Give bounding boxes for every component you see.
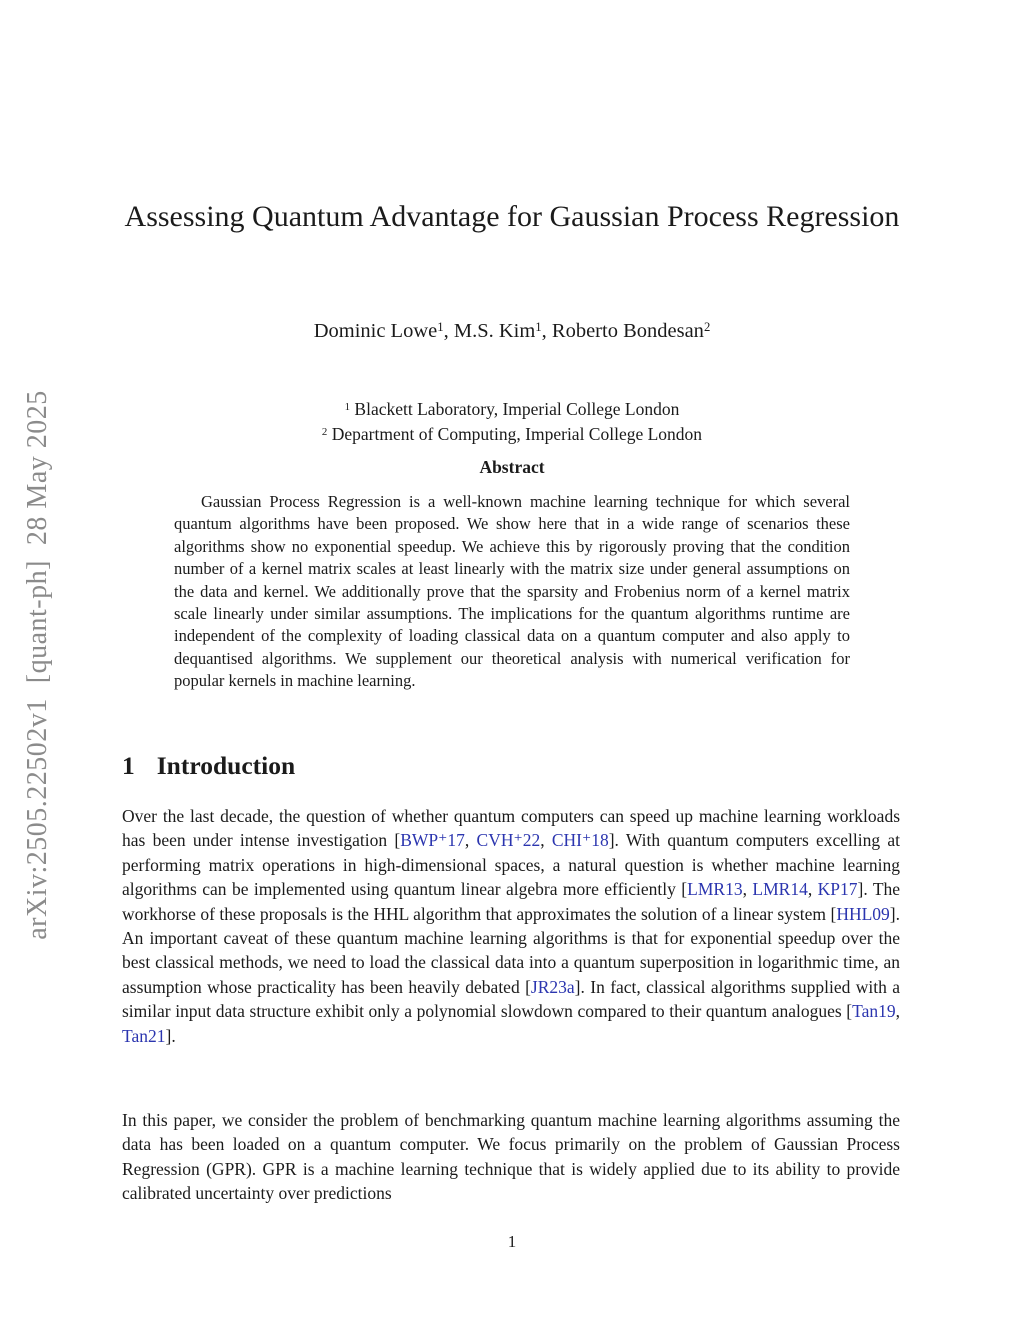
citation-link[interactable]: Tan19 xyxy=(852,1001,896,1022)
citation-link[interactable]: BWP⁺17 xyxy=(400,830,465,851)
text-run: ]. An important caveat of these quantum machine learning algorithms is that for exponential speedup over the best classical methods, we need to load the classical data into a quantum superposition in logarithmic time, an assumption whose practicality has been heavily debated [ xyxy=(122,903,900,997)
text-run: ]. In fact, classical algorithms supplied with a similar input data structure exhibit only a polynomial slowdown compared to their quantum analogues [ xyxy=(122,976,900,1022)
affiliation-1 xyxy=(0,397,1024,422)
section-title: Introduction xyxy=(156,751,296,780)
citation-link[interactable]: HHL09 xyxy=(836,903,890,924)
text-run: , Roberto Bondesan xyxy=(541,320,704,342)
authors-line xyxy=(0,320,1024,343)
abstract-text: Gaussian Process Regression is a well-known machine learning technique for which several quantum algorithms have been proposed. We show here that in a wide range of scenarios these algorithms show no exponential speedup. We achieve this by rigorously proving that the condition number of a kernel matrix scales at least linearly with the matrix size under general assumptions on the data and kernel. We additionally prove that the sparsity and Frobenius norm of a kernel matrix scale linearly under similar assumptions. The implications for the quantum algorithms runtime are independent of the complexity of loading classical data on a quantum computer and also apply to dequantised algorithms. We supplement our theoretical analysis with numerical verification for popular kernels in machine learning. xyxy=(174,492,850,691)
citation-link[interactable]: LMR13 xyxy=(687,879,743,900)
text-run: Department of Computing, Imperial College London xyxy=(327,424,703,444)
intro-paragraph-1 xyxy=(122,804,900,1048)
text-run: , xyxy=(895,1001,900,1022)
citation-link[interactable]: CVH⁺22 xyxy=(476,830,541,851)
text-run: , xyxy=(742,879,753,900)
superscript-marker: 1 xyxy=(535,320,542,335)
citation-link[interactable]: JR23a xyxy=(530,976,575,997)
abstract-heading: Abstract xyxy=(479,457,545,477)
text-run: , xyxy=(540,830,552,851)
citation-link[interactable]: Tan21 xyxy=(122,1025,166,1046)
page-number: 1 xyxy=(507,1232,517,1251)
section-number: 1 xyxy=(122,751,135,780)
text-run: Blackett Laboratory, Imperial College London xyxy=(350,399,680,419)
text-run: Over the last decade, the question of whether quantum computers can speed up machine learning workloads has been under intense investigation [ xyxy=(122,806,900,851)
text-run: ]. The workhorse of these proposals is the HHL algorithm that approximates the solution of a linear system [ xyxy=(122,879,901,924)
affiliation-2 xyxy=(0,422,1024,447)
citation-link[interactable]: KP17 xyxy=(817,879,858,900)
text-run: , xyxy=(464,830,477,851)
affiliations-block xyxy=(0,397,1024,447)
superscript-marker: 2 xyxy=(321,426,328,439)
text-run: , xyxy=(807,879,818,900)
superscript-marker: 2 xyxy=(703,320,711,335)
superscript-marker: 1 xyxy=(437,320,444,335)
text-run: , M.S. Kim xyxy=(443,320,536,342)
text-run: Dominic Lowe xyxy=(313,320,438,342)
section-heading-introduction xyxy=(122,751,295,781)
superscript-marker: 1 xyxy=(344,401,351,414)
text-run: ]. xyxy=(165,1025,176,1046)
text-run: ]. With quantum computers excelling at performing matrix operations in high-dimensional spaces, a natural question is whether machine learning algorithms can be implemented using quantum linear algebra more efficiently [ xyxy=(122,830,901,900)
citation-link[interactable]: LMR14 xyxy=(752,879,808,900)
citation-link[interactable]: CHI⁺18 xyxy=(551,830,609,851)
arxiv-watermark: arXiv:2505.22502v1 [quant-ph] 28 May 2025 xyxy=(22,390,53,940)
text-run: In this paper, we consider the problem of benchmarking quantum machine learning algorithms assuming the data has been loaded on a quantum computer. We focus primarily on the problem of Gaussian Process Regression (GPR). GPR is a machine learning technique that is widely applied due to its ability to provide calibrated uncertainty over predictions xyxy=(122,1110,900,1204)
intro-paragraph-2 xyxy=(122,1108,900,1206)
paper-title: Assessing Quantum Advantage for Gaussian Process Regression xyxy=(124,200,900,233)
